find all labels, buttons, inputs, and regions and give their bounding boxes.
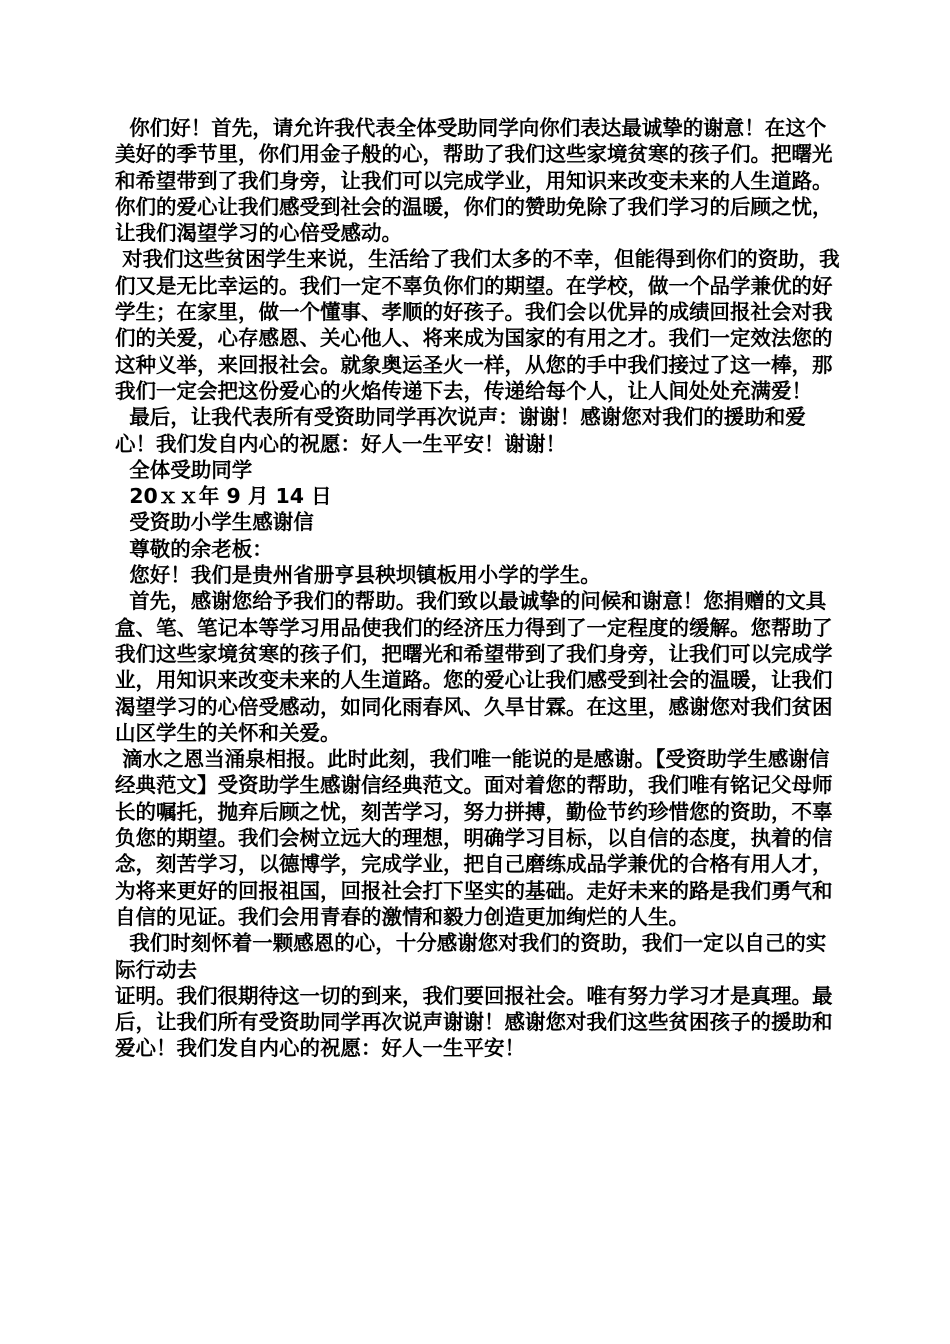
paragraph-gratitude-intro: 你们好！首先，请允许我代表全体受助同学向你们表达最诚挚的谢意！在这个美好的季节里，你们用金子般的心，帮助了我们这些家境贫寒的孩子们。把曙光和希望带到了我们身旁，让我们可以完成学业，用知识来改变未来的人生道路。你们的爱心让我们感受到社会的温暖，你们的赞助免除了我们学习的后顾之忧，让我们渴望学习的心倍受感动。: [115, 116, 833, 246]
signature: 全体受助同学: [115, 457, 253, 482]
second-letter-title: 受资助小学生感谢信: [115, 510, 314, 535]
paragraph-closing-thanks: 最后，让我代表所有受资助同学再次说声：谢谢！感谢您对我们的援助和爱心！我们发自内心的祝愿：好人一生平安！谢谢！: [115, 405, 806, 456]
paragraph-promise: 对我们这些贫困学生来说，生活给了我们太多的不幸，但能得到你们的资助，我们又是无比幸运的。我们一定不辜负你们的期望。在学校，做一个品学兼优的好学生；在家里，做一个懂事、孝顺的好孩子。我们会以优异的成绩回报社会对我们的关爱，心存感恩、关心他人、将来成为国家的有用之才。我们一定效法您的这种义举，来回报社会。就象奥运圣火一样，从您的手中我们接过了这一棒，那我们一定会把这份爱心的火焰传递下去，传递给每个人，让人间处处充满爱！: [115, 247, 840, 403]
greeting: 您好！我们是贵州省册亨县秧坝镇板用小学的学生。: [115, 563, 601, 588]
salutation: 尊敬的余老板：: [115, 536, 273, 561]
paragraph-repay-kindness: 滴水之恩当涌泉相报。此时此刻，我们唯一能说的是感谢。【受资助学生感谢信经典范文】受资助学生感谢信经典范文。面对着您的帮助，我们唯有铭记父母师长的嘱托，抛弃后顾之忧，刻苦学习，努力拼搏，勤俭节约珍惜您的资助，不辜负您的期望。我们会树立远大的理想，明确学习目标，以自信的态度，执着的信念，刻苦学习，以德博学，完成学业，把自己磨练成品学兼优的合格有用人才，为将来更好的回报祖国，回报社会打下坚实的基础。走好未来的路是我们勇气和自信的见证。我们会用青春的激情和毅力创造更加绚烂的人生。: [115, 747, 833, 929]
letter-body: [115, 115, 845, 1062]
letter-date: 20ｘｘ年 9 月 14 日: [115, 484, 332, 509]
paragraph-final-wishes: 证明。我们很期待这一切的到来，我们要回报社会。唯有努力学习才是真理。最后，让我们所有受资助同学再次说声谢谢！感谢您对我们这些贫困孩子的援助和爱心！我们发自内心的祝愿：好人一生平安！: [115, 983, 833, 1061]
paragraph-thanks-donation: 首先，感谢您给予我们的帮助。我们致以最诚挚的问候和谢意！您捐赠的文具盒、笔、笔记本等学习用品使我们的经济压力得到了一定程度的缓解。您帮助了我们这些家境贫寒的孩子们，把曙光和希望带到了我们身旁，让我们可以完成学业，用知识来改变未来的人生道路。您的爱心让我们感受到社会的温暖，让我们渴望学习的心倍受感动，如同化雨春风、久旱甘霖。在这里，感谢您对我们贫困山区学生的关怀和关爱。: [115, 589, 833, 745]
paragraph-grateful-heart: 我们时刻怀着一颗感恩的心，十分感谢您对我们的资助，我们一定以自己的实际行动去: [115, 931, 827, 982]
